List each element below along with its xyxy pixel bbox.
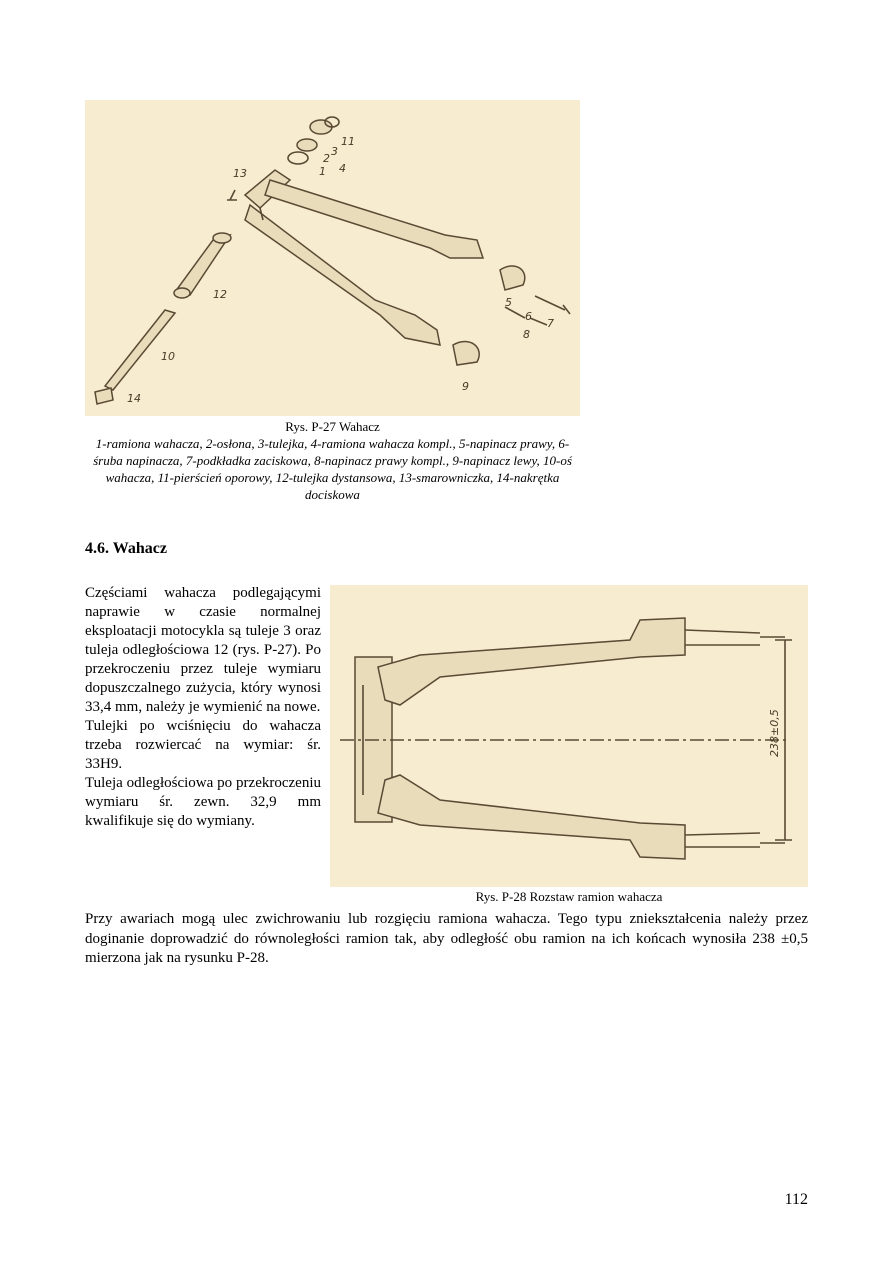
section-heading: 4.6. Wahacz — [85, 540, 167, 557]
label-1: 1 — [319, 165, 326, 178]
label-9: 9 — [462, 380, 469, 393]
figure-p27-illustration — [85, 100, 580, 416]
label-10: 10 — [161, 350, 175, 363]
figure-p27-title: Rys. P-27 Wahacz — [285, 419, 380, 434]
left-column-text — [85, 584, 321, 831]
figure-p28-caption: Rys. P-28 Rozstaw ramion wahacza — [475, 889, 663, 904]
label-12: 12 — [213, 288, 227, 301]
figure-p28-illustration — [330, 585, 808, 887]
label-6: 6 — [525, 310, 532, 323]
label-8: 8 — [523, 328, 530, 341]
label-2: 2 — [323, 152, 330, 165]
label-11: 11 — [341, 135, 355, 148]
paragraph-parts: Częściami wahacza podlegającymi naprawie w czasie normalnej eksploatacji motocykla są tuleje 3 oraz tuleja odległościowa 12 (rys. P-27). Po przekroczeniu przez tuleje wymiaru dopuszczalnego zużycia, który wynosi 33,4 mm, należy je wymienić na nowe. — [85, 585, 321, 715]
paragraph-arm-alignment: Przy awariach mogą ulec zwichrowaniu lub rozgięciu ramiona wahacza. Tego typu zniekształcenia należy przez doginanie doprowadzić do równoległości ramion tak, aby odległość obu ramion na ich końcach wynosiła 238 ±0,5 mierzona jak na rysunku P-28. — [85, 911, 808, 966]
figure-p27-labels — [85, 100, 580, 416]
dimension-label: 238±0,5 — [768, 709, 781, 757]
label-14: 14 — [127, 392, 141, 405]
label-5: 5 — [505, 296, 512, 309]
page-number: 112 — [784, 1191, 808, 1208]
figure-p27-caption — [85, 418, 580, 503]
label-7: 7 — [547, 317, 554, 330]
paragraph-spacer: Tuleja odległościowa po przekroczeniu wymiaru śr. zewn. 32,9 mm kwalifikuje się do wymiany. — [85, 775, 321, 829]
paragraph-bushings: Tulejki po wciśnięciu do wahacza trzeba rozwiercać na wymiar: śr. 33H9. — [85, 718, 321, 772]
figure-p27-legend: 1-ramiona wahacza, 2-osłona, 3-tulejka, 4-ramiona wahacza kompl., 5-napinacz prawy, 6-śruba napinacza, 7-podkładka zaciskowa, 8-napinacz prawy kompl., 9-napinacz lewy, 10-oś wahacza, 11-pierścień oporowy, 12-tulejka dystansowa, 13-smarowniczka, 14-nakrętka dociskowa — [93, 436, 572, 502]
label-4: 4 — [339, 162, 346, 175]
label-3: 3 — [331, 145, 338, 158]
swingarm-spacing-drawing — [330, 585, 808, 887]
label-13: 13 — [233, 167, 247, 180]
